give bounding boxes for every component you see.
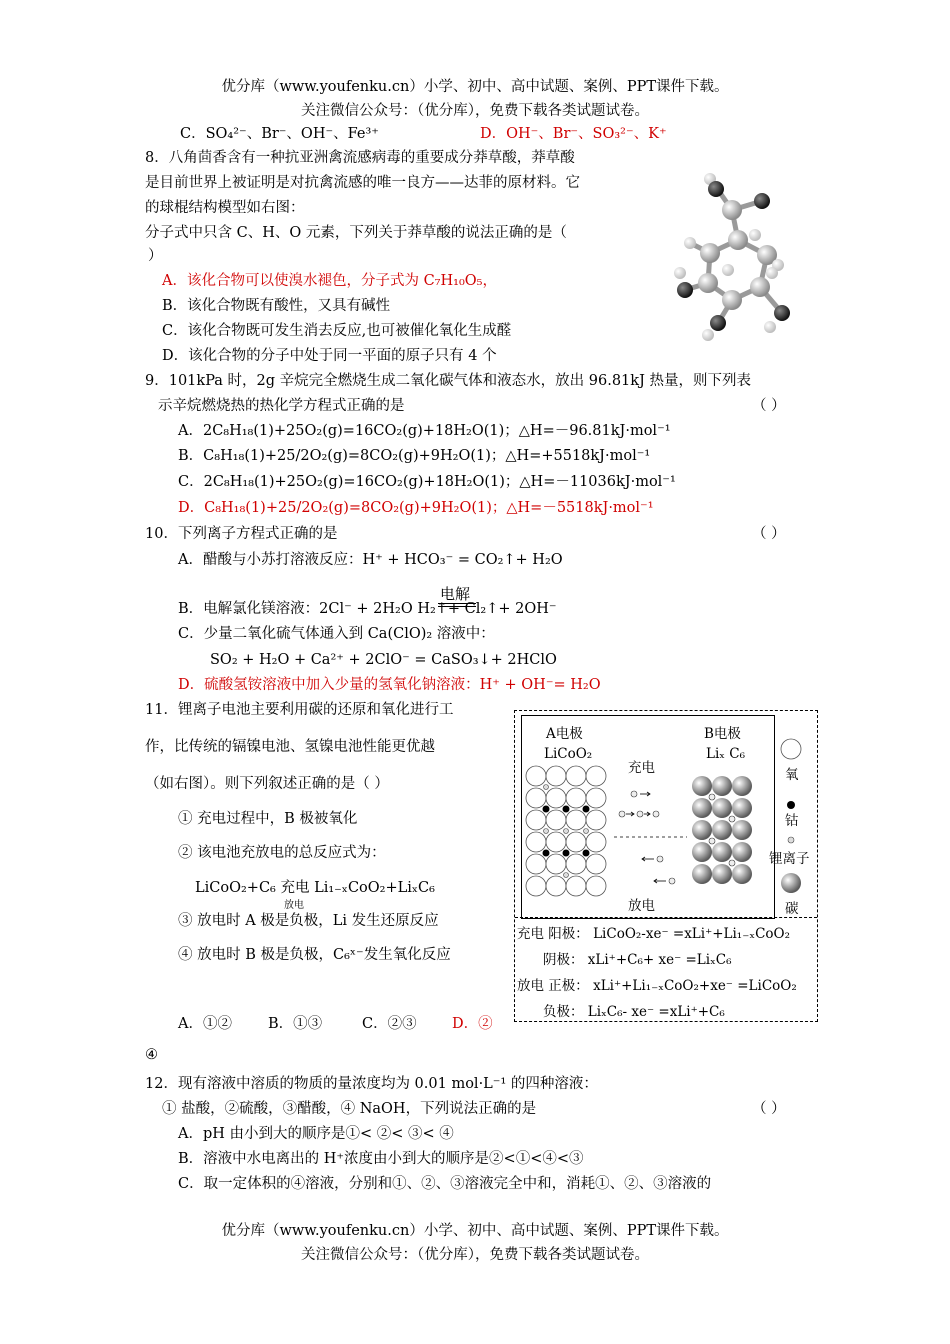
q11-statement-4: ④ 放电时 B 极是负极，C₆ˣ⁻发生氧化反应 xyxy=(178,947,451,963)
footer-line-2: 关注微信公众号：（优分库），免费下载各类试题试卷。 xyxy=(301,1247,649,1263)
q11-discharge-label: 放电 xyxy=(284,900,304,911)
legend-cobalt: 钴 xyxy=(785,813,799,829)
lithium-battery-diagram xyxy=(514,710,818,1022)
electrode-a-label: A电极 xyxy=(546,726,583,742)
q10-option-c-equation: SO₂ + H₂O + Ca²⁺ + 2ClO⁻ = CaSO₃↓+ 2HClO xyxy=(210,652,557,668)
q12-option-a: A．pH 由小到大的顺序是①< ②< ③< ④ xyxy=(178,1126,454,1142)
q11-stem-3: （如右图）。则下列叙述正确的是（ ） xyxy=(145,776,389,792)
electrode-lattice-drawing xyxy=(522,716,774,918)
q12-option-b: B．溶液中水电离出的 H⁺浓度由小到大的顺序是②<①<④<③ xyxy=(178,1151,584,1167)
q11-statement-3: ③ 放电时 A 极是负极，Li 发生还原反应 xyxy=(178,913,439,929)
q11-stem-2: 作，比传统的镉镍电池、氢镍电池性能更优越 xyxy=(145,739,435,755)
electrode-a-formula: LiCoO₂ xyxy=(544,746,593,762)
q9-stem-1: 9．101kPa 时，2g 辛烷完全燃烧生成二氧化碳气体和液态水，放出 96.81kJ 热量，则下列表 xyxy=(145,373,751,389)
q8-stem-2: 是目前世界上被证明是对抗禽流感的唯一良方——达菲的原材料。它 xyxy=(145,175,580,191)
legend-lithium-ion: 锂离子 xyxy=(769,851,810,867)
q11-option-c: C．②③ xyxy=(362,1016,417,1032)
footer-line-1: 优分库（www.youfenku.cn）小学、初中、高中试题、案例、PPT课件下载。 xyxy=(221,1223,729,1239)
q7-option-d: D．OH⁻、Br⁻、SO₃²⁻、K⁺ xyxy=(480,126,667,142)
q12-option-c: C．取一定体积的④溶液，分别和①、②、③溶液完全中和，消耗①、②、③溶液的 xyxy=(178,1176,712,1192)
q11-statement-2-equation: LiCoO₂+C₆ 充电 Li₁₋ₓCoO₂+LiₓC₆ xyxy=(195,880,435,896)
q8-stem-5: ） xyxy=(148,248,163,264)
q9-answer-bracket: （ ） xyxy=(752,398,786,414)
electrode-b-formula: Liₓ C₆ xyxy=(706,746,746,762)
q12-stem-1: 12．现有溶液中溶质的物质的量浓度均为 0.01 mol·L⁻¹ 的四种溶液： xyxy=(145,1076,598,1092)
q10-stem: 10．下列离子方程式正确的是 xyxy=(145,526,338,542)
q8-stem-1: 8．八角茴香含有一种抗亚洲禽流感病毒的重要成分莽草酸，莽草酸 xyxy=(145,150,575,166)
eq-discharge-positive: 放电 正极： xLi⁺+Li₁₋ₓCoO₂+xe⁻ =LiCoO₂ xyxy=(517,978,797,994)
q11-option-b: B．①③ xyxy=(268,1016,323,1032)
q8-option-c: C．该化合物既可发生消去反应,也可被催化氧化生成醛 xyxy=(162,323,512,339)
battery-equations xyxy=(515,917,817,1022)
q10-electrolysis-label: 电解 xyxy=(440,585,471,603)
q11-option-d: D．② xyxy=(452,1016,493,1032)
q8-option-d: D．该化合物的分子中处于同一平面的原子只有 4 个 xyxy=(162,348,497,364)
q11-statement-2: ② 该电池充放电的总反应式为： xyxy=(178,845,386,861)
discharge-label: 放电 xyxy=(628,898,655,914)
q9-option-b: B．C₈H₁₈(1)+25/2O₂(g)=8CO₂(g)+9H₂O(1)；△H=+5518kJ·mol⁻¹ xyxy=(178,448,651,464)
header-line-2: 关注微信公众号：（优分库），免费下载各类试题试卷。 xyxy=(301,103,649,119)
q11-option-a: A．①② xyxy=(178,1016,232,1032)
q10-option-a: A．醋酸与小苏打溶液反应：H⁺ + HCO₃⁻ = CO₂↑+ H₂O xyxy=(178,552,563,568)
q12-answer-bracket: （ ） xyxy=(752,1101,786,1117)
eq-charge-anode: 充电 阳极： LiCoO₂-xe⁻ =xLi⁺+Li₁₋ₓCoO₂ xyxy=(517,926,791,942)
header-line-1: 优分库（www.youfenku.cn）小学、初中、高中试题、案例、PPT课件下载。 xyxy=(221,79,729,95)
q7-option-c: C．SO₄²⁻、Br⁻、OH⁻、Fe³⁺ xyxy=(180,126,379,142)
q11-stem-1: 11．锂离子电池主要利用碳的还原和氧化进行工 xyxy=(145,702,454,718)
q9-option-a: A．2C₈H₁₈(1)+25O₂(g)=16CO₂(g)+18H₂O(1)；△H=－96.81kJ·mol⁻¹ xyxy=(178,423,671,439)
legend-carbon: 碳 xyxy=(785,901,799,917)
charge-label: 充电 xyxy=(628,760,655,776)
electrode-b-label: B电极 xyxy=(704,726,741,742)
electrode-panel xyxy=(521,715,775,919)
q11-statement-1: ① 充电过程中，B 极被氧化 xyxy=(178,811,358,827)
legend-oxygen: 氧 xyxy=(785,767,799,783)
q10-option-d: D．硫酸氢铵溶液中加入少量的氢氧化钠溶液：H⁺ + OH⁻= H₂O xyxy=(178,677,601,693)
q12-stem-2: ① 盐酸，②硫酸，③醋酸，④ NaOH，下列说法正确的是 xyxy=(162,1101,537,1117)
q8-stem-3: 的球棍结构模型如右图： xyxy=(145,200,305,216)
q11-option-d-continued: ④ xyxy=(145,1047,158,1063)
q9-option-d: D．C₈H₁₈(1)+25/2O₂(g)=8CO₂(g)+9H₂O(1)；△H=－5518kJ·mol⁻¹ xyxy=(178,500,654,516)
q9-stem-2: 示辛烷燃烧热的热化学方程式正确的是 xyxy=(158,398,405,414)
q10-option-b: B．电解氯化镁溶液：2Cl⁻ + 2H₂O H₂↑+ Cl₂↑+ 2OH⁻ xyxy=(178,601,557,617)
eq-discharge-negative: 负极： LiₓC₆- xe⁻ =xLi⁺+C₆ xyxy=(543,1004,725,1020)
q8-stem-4: 分子式中只含 C、H、O 元素，下列关于莽草酸的说法正确的是（ xyxy=(145,225,567,241)
q8-option-a: A．该化合物可以使溴水褪色，分子式为 C₇H₁₀O₅， xyxy=(162,273,497,289)
q10-option-c: C．少量二氧化硫气体通入到 Ca(ClO)₂ 溶液中： xyxy=(178,626,495,642)
q10-answer-bracket: （ ） xyxy=(752,526,786,542)
q9-option-c: C．2C₈H₁₈(1)+25O₂(g)=16CO₂(g)+18H₂O(1)；△H=－11036kJ·mol⁻¹ xyxy=(178,474,676,490)
shikimic-acid-ball-stick-model xyxy=(660,165,810,345)
eq-charge-cathode: 阴极： xLi⁺+C₆+ xe⁻ =LiₓC₆ xyxy=(543,952,732,968)
q8-option-b: B．该化合物既有酸性，又具有碱性 xyxy=(162,298,391,314)
